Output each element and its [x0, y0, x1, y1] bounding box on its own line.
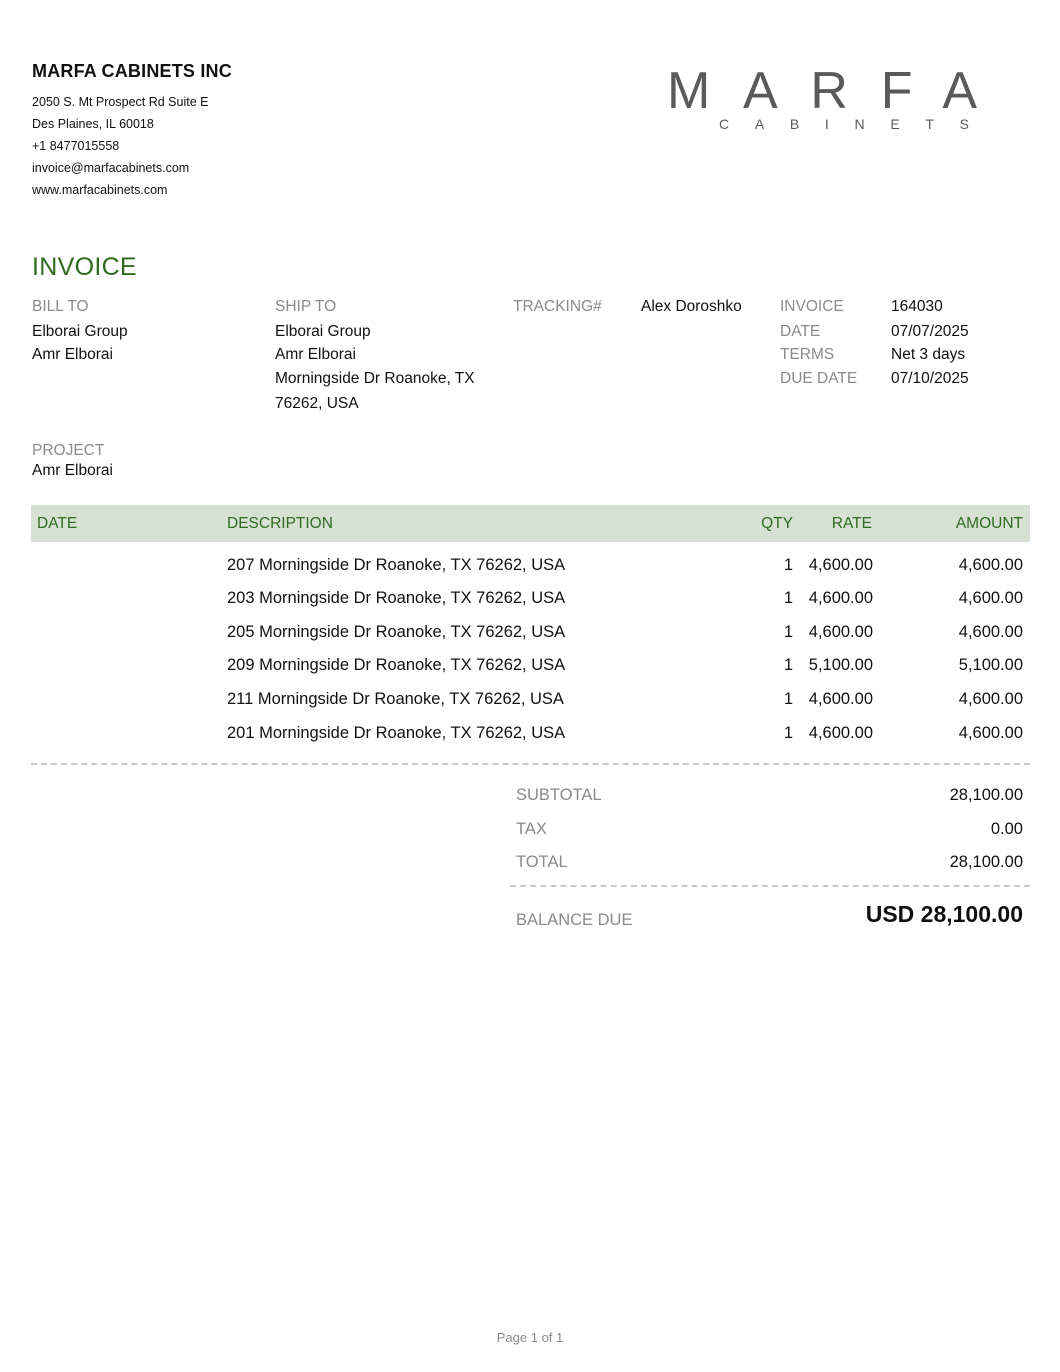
row-amount: 4,600.00	[958, 724, 1023, 742]
table-row	[31, 556, 1030, 586]
invoice-date-value: 07/07/2025	[891, 323, 969, 340]
table-divider	[31, 763, 1030, 765]
ship-to-name: Elborai Group	[275, 323, 371, 340]
row-amount: 4,600.00	[958, 623, 1023, 641]
row-rate: 4,600.00	[808, 724, 873, 742]
row-description: 203 Morningside Dr Roanoke, TX 76262, USA	[227, 589, 566, 607]
logo-wordmark: MARFA	[667, 66, 1017, 120]
due-date-value: 07/10/2025	[891, 370, 969, 387]
row-rate: 4,600.00	[808, 556, 873, 574]
row-qty: 1	[783, 724, 793, 742]
tax-label: TAX	[516, 820, 547, 838]
project-value: Amr Elborai	[32, 462, 113, 479]
row-amount: 4,600.00	[958, 589, 1023, 607]
company-email: invoice@marfacabinets.com	[32, 161, 190, 175]
ship-to-contact: Amr Elborai	[275, 346, 356, 363]
row-description: 201 Morningside Dr Roanoke, TX 76262, USA	[227, 724, 566, 742]
due-date-label: DUE DATE	[780, 370, 858, 387]
row-description: 207 Morningside Dr Roanoke, TX 76262, USA	[227, 556, 566, 574]
row-qty: 1	[783, 690, 793, 708]
table-row	[31, 690, 1030, 720]
tax-value: 0.00	[990, 820, 1023, 838]
company-website: www.marfacabinets.com	[32, 183, 168, 197]
row-description: 211 Morningside Dr Roanoke, TX 76262, USA	[227, 690, 564, 708]
subtotal-value: 28,100.00	[949, 786, 1023, 804]
ship-to-label: SHIP TO	[275, 298, 337, 315]
tracking-label: TRACKING#	[513, 298, 602, 315]
company-phone: +1 8477015558	[32, 139, 120, 153]
bill-to-contact: Amr Elborai	[32, 346, 113, 363]
company-address-line1: 2050 S. Mt Prospect Rd Suite E	[32, 95, 209, 109]
company-address-line2: Des Plaines, IL 60018	[32, 117, 154, 131]
bill-to-label: BILL TO	[32, 298, 89, 315]
subtotal-label: SUBTOTAL	[516, 786, 602, 804]
balance-due-value: USD 28,100.00	[865, 901, 1023, 927]
header-rate: RATE	[831, 515, 872, 532]
header-date: DATE	[37, 515, 78, 532]
row-rate: 4,600.00	[808, 623, 873, 641]
company-logo	[662, 66, 1022, 136]
company-name: MARFA CABINETS INC	[32, 61, 232, 81]
table-row	[31, 656, 1030, 686]
page-number: Page 1 of 1	[496, 1330, 564, 1345]
total-value: 28,100.00	[949, 853, 1023, 871]
line-items-header	[31, 505, 1030, 542]
ship-to-address-line1: Morningside Dr Roanoke, TX	[275, 370, 475, 387]
row-rate: 4,600.00	[808, 589, 873, 607]
table-row	[31, 724, 1030, 754]
row-qty: 1	[783, 589, 793, 607]
project-label: PROJECT	[32, 442, 105, 459]
header-amount: AMOUNT	[955, 515, 1023, 532]
table-row	[31, 589, 1030, 619]
row-amount: 4,600.00	[958, 556, 1023, 574]
header-qty: QTY	[761, 515, 793, 532]
tracking-value: Alex Doroshko	[641, 298, 742, 315]
balance-due-label: BALANCE DUE	[516, 911, 633, 929]
row-qty: 1	[783, 623, 793, 641]
row-amount: 5,100.00	[958, 656, 1023, 674]
header-description: DESCRIPTION	[227, 515, 333, 532]
row-rate: 4,600.00	[808, 690, 873, 708]
document-title: INVOICE	[32, 253, 137, 281]
bill-to-name: Elborai Group	[32, 323, 128, 340]
row-rate: 5,100.00	[808, 656, 873, 674]
total-label: TOTAL	[516, 853, 568, 871]
invoice-date-label: DATE	[780, 323, 821, 340]
invoice-number-label: INVOICE	[780, 298, 844, 315]
row-qty: 1	[783, 656, 793, 674]
row-qty: 1	[783, 556, 793, 574]
logo-subtitle: CABINETS	[719, 116, 969, 132]
ship-to-address-line2: 76262, USA	[275, 395, 359, 412]
terms-label: TERMS	[780, 346, 835, 363]
totals-divider	[510, 885, 1030, 887]
terms-value: Net 3 days	[891, 346, 966, 363]
row-amount: 4,600.00	[958, 690, 1023, 708]
table-row	[31, 623, 1030, 653]
row-description: 205 Morningside Dr Roanoke, TX 76262, USA	[227, 623, 566, 641]
row-description: 209 Morningside Dr Roanoke, TX 76262, USA	[227, 656, 566, 674]
invoice-number-value: 164030	[891, 298, 943, 315]
